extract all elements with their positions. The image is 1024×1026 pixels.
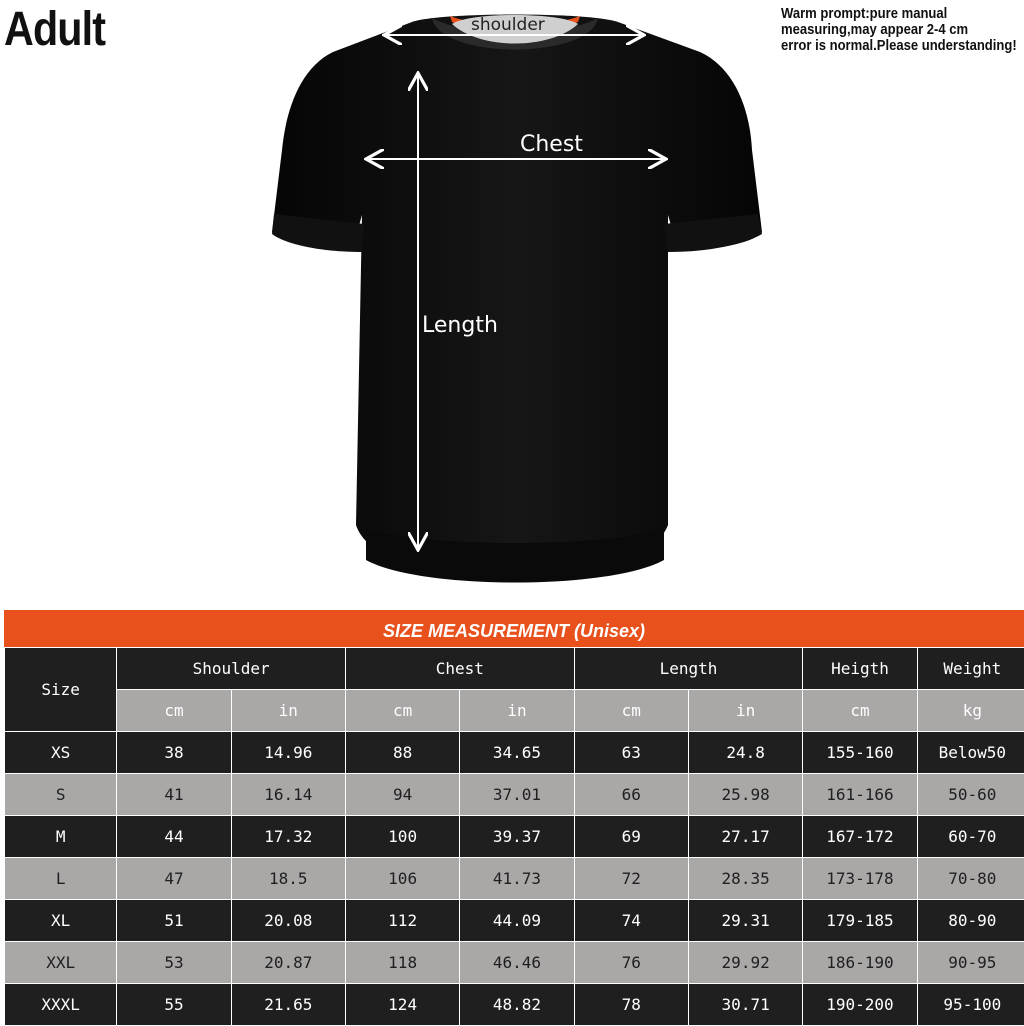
table-cell: 167-172 — [803, 816, 917, 858]
height-header: Heigth — [803, 648, 917, 690]
table-cell: 186-190 — [803, 942, 917, 984]
table-row — [5, 858, 1024, 900]
length-header: Length — [574, 648, 803, 690]
size-cell: XXL — [5, 942, 117, 984]
table-cell: 24.8 — [688, 732, 802, 774]
table-cell: 100 — [345, 816, 459, 858]
unit-header: in — [231, 690, 345, 732]
table-cell: 78 — [574, 984, 688, 1026]
table-cell: 60-70 — [917, 816, 1024, 858]
table-cell: 190-200 — [803, 984, 917, 1026]
table-cell: 27.17 — [688, 816, 802, 858]
shoulder-header: Shoulder — [117, 648, 346, 690]
table-cell: 30.71 — [688, 984, 802, 1026]
table-cell: 155-160 — [803, 732, 917, 774]
table-cell: 29.92 — [688, 942, 802, 984]
table-row — [5, 984, 1024, 1026]
table-cell: 72 — [574, 858, 688, 900]
unit-header: in — [460, 690, 574, 732]
table-cell: 51 — [117, 900, 231, 942]
table-cell: 38 — [117, 732, 231, 774]
table-cell: 34.65 — [460, 732, 574, 774]
table-cell: 55 — [117, 984, 231, 1026]
table-cell: 41 — [117, 774, 231, 816]
table-cell: 29.31 — [688, 900, 802, 942]
table-cell: 39.37 — [460, 816, 574, 858]
table-cell: 118 — [345, 942, 459, 984]
table-cell: 76 — [574, 942, 688, 984]
page-title: Adult — [4, 2, 105, 57]
table-cell: 124 — [345, 984, 459, 1026]
table-cell: 18.5 — [231, 858, 345, 900]
table-cell: 50-60 — [917, 774, 1024, 816]
size-cell: XL — [5, 900, 117, 942]
unit-header: cm — [574, 690, 688, 732]
table-row — [5, 900, 1024, 942]
table-cell: 90-95 — [917, 942, 1024, 984]
unit-header: kg — [917, 690, 1024, 732]
table-cell: 179-185 — [803, 900, 917, 942]
table-cell: 48.82 — [460, 984, 574, 1026]
table-cell: 112 — [345, 900, 459, 942]
table-cell: 173-178 — [803, 858, 917, 900]
table-cell: 70-80 — [917, 858, 1024, 900]
table-cell: 16.14 — [231, 774, 345, 816]
table-cell: 161-166 — [803, 774, 917, 816]
table-cell: 106 — [345, 858, 459, 900]
table-cell: 47 — [117, 858, 231, 900]
table-row — [5, 774, 1024, 816]
unit-header: cm — [345, 690, 459, 732]
note-line: error is normal.Please understanding! — [781, 38, 1006, 54]
table-cell: Below50 — [917, 732, 1024, 774]
table-row — [5, 732, 1024, 774]
table-cell: 69 — [574, 816, 688, 858]
table-cell: 53 — [117, 942, 231, 984]
table-cell: 17.32 — [231, 816, 345, 858]
note-line: Warm prompt:pure manual — [781, 6, 1006, 22]
note-line: measuring,may appear 2-4 cm — [781, 22, 1006, 38]
table-cell: 63 — [574, 732, 688, 774]
size-cell: XXXL — [5, 984, 117, 1026]
size-header: Size — [5, 648, 117, 732]
size-cell: M — [5, 816, 117, 858]
chest-label: Chest — [520, 132, 583, 157]
tshirt-body — [272, 15, 762, 580]
table-cell: 20.08 — [231, 900, 345, 942]
table-cell: 80-90 — [917, 900, 1024, 942]
table-cell: 21.65 — [231, 984, 345, 1026]
table-cell: 44.09 — [460, 900, 574, 942]
size-cell: S — [5, 774, 117, 816]
table-cell: 94 — [345, 774, 459, 816]
weight-header: Weight — [917, 648, 1024, 690]
size-cell: XS — [5, 732, 117, 774]
table-cell: 46.46 — [460, 942, 574, 984]
table-cell: 88 — [345, 732, 459, 774]
table-cell: 44 — [117, 816, 231, 858]
table-cell: 25.98 — [688, 774, 802, 816]
table-cell: 66 — [574, 774, 688, 816]
table-cell: 74 — [574, 900, 688, 942]
shoulder-label: shoulder — [471, 15, 545, 35]
unit-header: cm — [803, 690, 917, 732]
table-cell: 14.96 — [231, 732, 345, 774]
table-cell: 95-100 — [917, 984, 1024, 1026]
size-table — [4, 647, 1024, 1026]
table-cell: 37.01 — [460, 774, 574, 816]
table-cell: 28.35 — [688, 858, 802, 900]
table-row — [5, 816, 1024, 858]
chest-header: Chest — [345, 648, 574, 690]
table-cell: 20.87 — [231, 942, 345, 984]
table-cell: 41.73 — [460, 858, 574, 900]
unit-header: cm — [117, 690, 231, 732]
size-cell: L — [5, 858, 117, 900]
unit-header: in — [688, 690, 802, 732]
size-measurement-banner: SIZE MEASUREMENT (Unisex) — [4, 610, 1024, 647]
table-row — [5, 942, 1024, 984]
length-label: Length — [422, 313, 498, 338]
